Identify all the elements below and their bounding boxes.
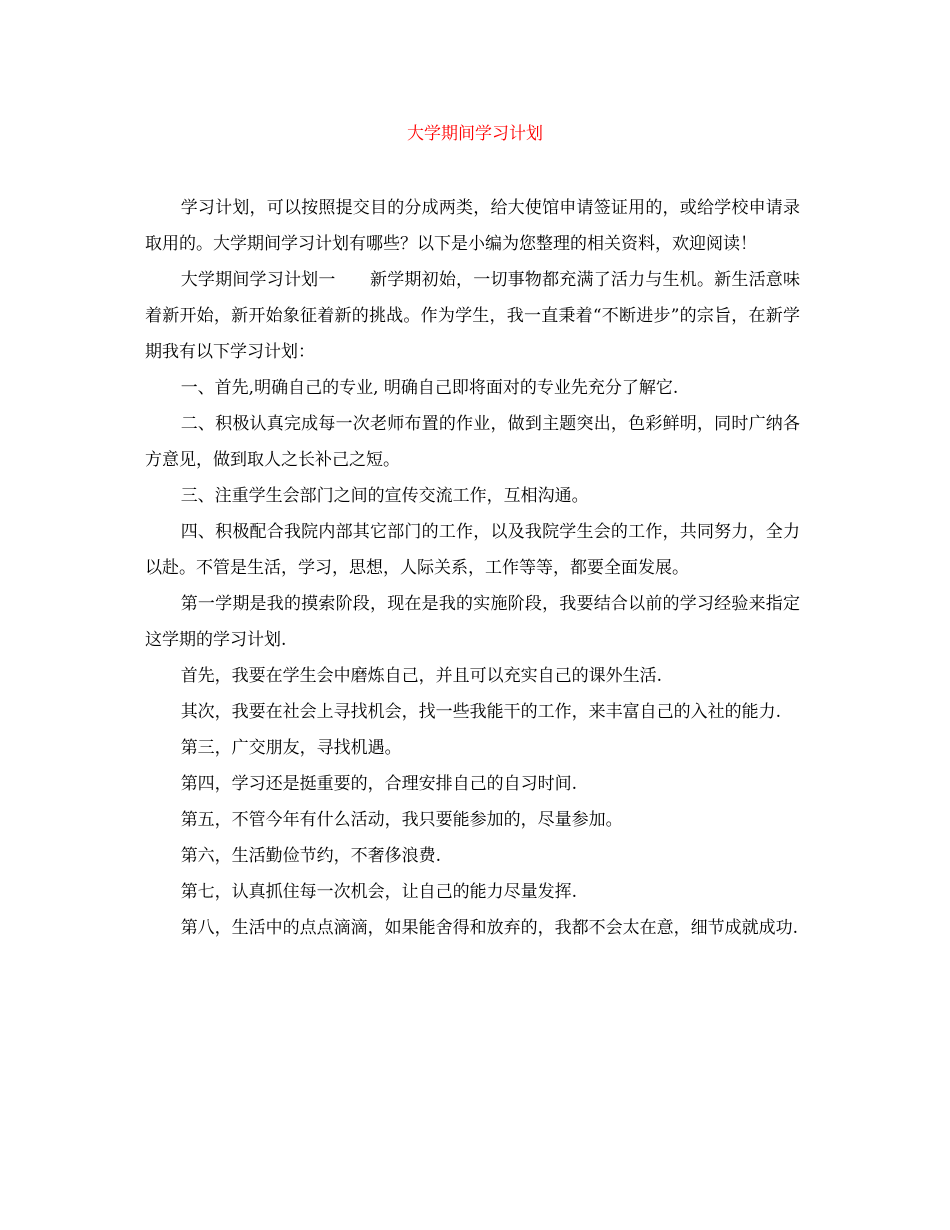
paragraph-first-semester: 第一学期是我的摸索阶段，现在是我的实施阶段，我要结合以前的学习经验来指定这学期的学习计划. [145,594,800,650]
paragraph-seventh-point: 第七，认真抓住每一次机会，让自己的能力尽量发挥. [180,882,578,902]
paragraph-fourth-point: 第四，学习还是挺重要的，合理安排自己的自习时间. [180,774,578,794]
paragraph-first-point: 首先，我要在学生会中磨炼自己，并且可以充实自己的课外生活. [180,666,663,686]
paragraph-eighth-point: 第八，生活中的点点滴滴，如果能舍得和放弃的，我都不会太在意，细节成就成功. [180,918,799,938]
paragraph-item-4: 四、积极配合我院内部其它部门的工作，以及我院学生会的工作，共同努力，全力以赴。不管是生活，学习，思想，人际关系，工作等等，都要全面发展。 [145,522,800,578]
document-body [145,190,800,946]
paragraph-item-2: 二、积极认真完成每一次老师布置的作业，做到主题突出，色彩鲜明，同时广纳各方意见，做到取人之长补己之短。 [145,414,800,470]
paragraph-intro: 学习计划，可以按照提交目的分成两类，给大使馆申请签证用的，或给学校申请录取用的。大学期间学习计划有哪些？以下是小编为您整理的相关资料，欢迎阅读！ [145,198,800,254]
paragraph-item-3: 三、注重学生会部门之间的宣传交流工作，互相沟通。 [180,486,589,506]
document-title: 大学期间学习计划 [407,124,543,144]
paragraph-third-point: 第三，广交朋友，寻找机遇。 [180,738,402,758]
paragraph-sixth-point: 第六，生活勤俭节约，不奢侈浪费. [180,846,442,866]
paragraph-plan-one: 大学期间学习计划一 新学期初始，一切事物都充满了活力与生机。新生活意味着新开始，新开始象征着新的挑战。作为学生，我一直秉着“不断进步”的宗旨，在新学期我有以下学习计划： [145,270,800,362]
paragraph-fifth-point: 第五，不管今年有什么活动，我只要能参加的，尽量参加。 [180,810,623,830]
paragraph-item-1: 一、首先,明确自己的专业, 明确自己即将面对的专业先充分了解它. [180,378,679,398]
paragraph-second-point: 其次，我要在社会上寻找机会，找一些我能干的工作，来丰富自己的入社的能力. [180,702,782,722]
